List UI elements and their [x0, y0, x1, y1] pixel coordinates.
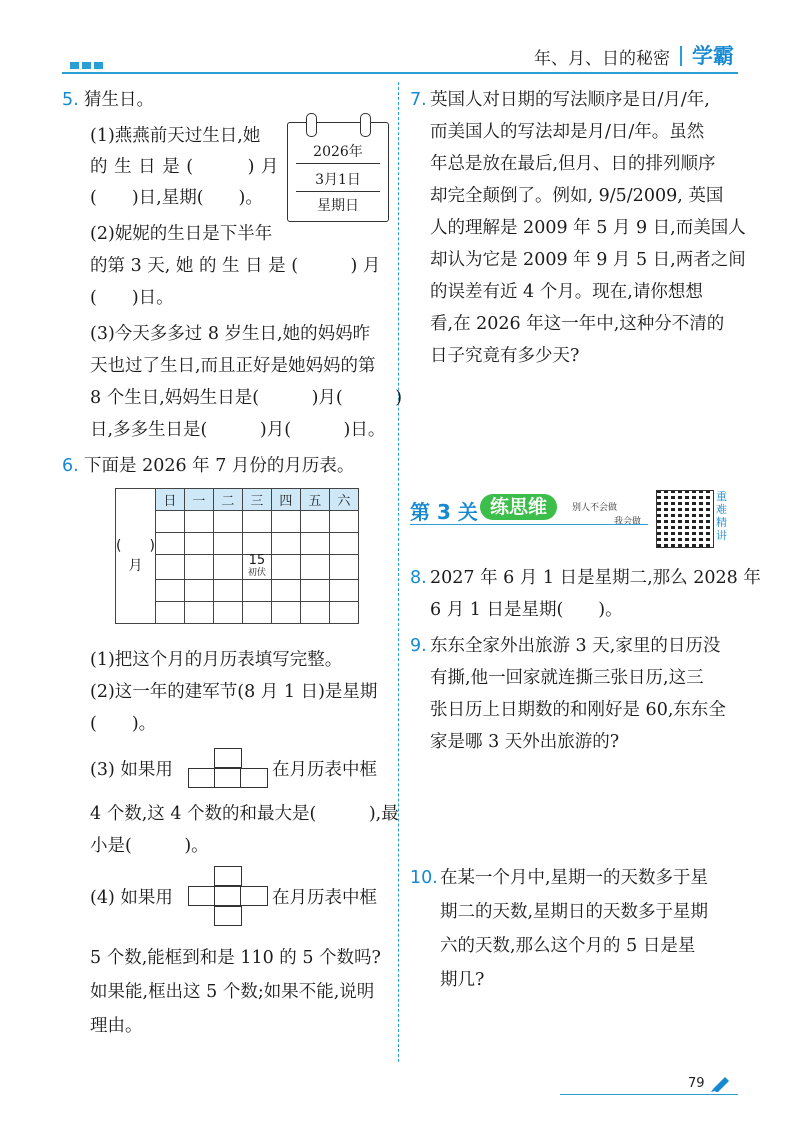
page-number: 79 — [688, 1076, 705, 1091]
q5-part1-line2: 的 生 日 是 ( ) 月 — [90, 157, 279, 177]
pencil-icon — [710, 1074, 732, 1092]
q7-line: 人的理解是 2009 年 5 月 9 日,而美国人 — [430, 218, 746, 238]
header-brand: 学霸 — [692, 44, 734, 68]
cell-subtext: 初伏 — [247, 568, 266, 578]
q7-line: 却完全颠倒了。例如, 9/5/2009, 英国 — [430, 186, 724, 206]
level-pill: 练思维 — [480, 494, 557, 520]
q7-line: 而美国人的写法却是月/日/年。虽然 — [430, 122, 705, 142]
q5-part1-line1: (1)燕燕前天过生日,她 — [90, 126, 261, 146]
q10-line: 期几? — [440, 970, 485, 990]
q9-line: 家是哪 3 天外出旅游的? — [430, 732, 620, 752]
level-label: 第 3 关 — [410, 500, 478, 524]
column-divider — [398, 82, 399, 1062]
q8-line: 6 月 1 日是星期( )。 — [430, 600, 623, 620]
qr-label: 重难精讲 — [716, 490, 727, 542]
q6-part4-line4: 理由。 — [90, 1016, 143, 1036]
q5-part2-line2: 的第 3 天, 她 的 生 日 是 ( ) 月 — [90, 256, 381, 276]
q6-title: 下面是 2026 年 7 月份的月历表。 — [84, 456, 355, 476]
banner-note-1: 别人不会做 — [572, 503, 618, 513]
q6-part3-prefix: (3) 如果用 — [90, 760, 173, 780]
q5-number: 5. — [62, 90, 79, 110]
weekday-header: 六 — [329, 489, 358, 511]
calendar-weekday: 星期日 — [317, 198, 359, 214]
weekday-header: 四 — [271, 489, 300, 511]
q5-part3-line4: 日,多多生日是( )月( )日。 — [90, 420, 386, 440]
q7-line: 的误差有近 4 个月。现在,请你想想 — [430, 282, 703, 302]
footer-rule — [560, 1094, 738, 1095]
q5-part1-line3: ( )日,星期( )。 — [90, 188, 263, 208]
q6-part4-line3: 如果能,框出这 5 个数;如果不能,说明 — [90, 982, 375, 1002]
q7-line: 日子究竟有多少天? — [430, 346, 580, 366]
q10-number: 10. — [410, 868, 438, 888]
q8-number: 8. — [410, 568, 427, 588]
q8-line: 2027 年 6 月 1 日是星期二,那么 2028 年 — [430, 568, 761, 588]
q6-part3-line3: 小是( )。 — [90, 836, 209, 856]
header-separator — [680, 46, 682, 66]
desk-calendar-illustration — [287, 122, 389, 222]
q10-line: 在某一个月中,星期一的天数多于星 — [440, 868, 709, 888]
weekday-header: 日 — [155, 489, 184, 511]
q6-part4-line2: 5 个数,能框到和是 110 的 5 个数吗? — [90, 948, 381, 968]
q5-part3-line1: (3)今天多多过 8 岁生日,她的妈妈昨 — [90, 324, 371, 344]
weekday-header: 二 — [213, 489, 242, 511]
banner-underline — [410, 524, 648, 525]
q6-part2-line2: ( )。 — [90, 714, 157, 734]
q9-line: 东东全家外出旅游 3 天,家里的日历没 — [430, 636, 721, 656]
calendar-year: 2026年 — [313, 144, 363, 160]
q6-part4-suffix: 在月历表中框 — [272, 888, 377, 908]
cross-shape-5-figure — [188, 866, 266, 928]
q7-line: 看,在 2026 年这一年中,这种分不清的 — [430, 314, 725, 334]
q9-number: 9. — [410, 636, 427, 656]
weekday-header: 五 — [300, 489, 329, 511]
month-label: 月 — [128, 558, 143, 574]
q5-part2-line1: (2)妮妮的生日是下半年 — [90, 224, 273, 244]
calendar-ring-icon — [360, 113, 371, 137]
q6-part2-line1: (2)这一年的建军节(8 月 1 日)是星期 — [90, 682, 378, 702]
month-side-cell — [116, 489, 156, 624]
calendar-cell-15 — [242, 555, 271, 580]
q5-title: 猜生日。 — [84, 90, 154, 110]
q5-part3-line2: 天也过了生日,而且正好是她妈妈的第 — [90, 356, 376, 376]
header-rule — [62, 72, 738, 74]
q9-line: 张日历上日期数的和刚好是 60,东东全 — [430, 700, 726, 720]
q7-line: 英国人对日期的写法顺序是日/月/年, — [430, 90, 710, 110]
q7-line: 年总是放在最后,但月、日的排列顺序 — [430, 154, 716, 174]
q6-part1: (1)把这个月的月历表填写完整。 — [90, 650, 343, 670]
q5-part2-line3: ( )日。 — [90, 288, 174, 308]
header-dots — [70, 54, 106, 73]
q6-part3-suffix: 在月历表中框 — [272, 760, 377, 780]
q5-part3-line3: 8 个生日,妈妈生日是( )月( ) — [90, 388, 403, 408]
weekday-header: 三 — [242, 489, 271, 511]
q10-line: 六的天数,那么这个月的 5 日是星 — [440, 936, 696, 956]
cell-day: 15 — [248, 553, 266, 568]
qr-code-icon — [656, 490, 714, 548]
q10-line: 期二的天数,星期日的天数多于星期 — [440, 902, 709, 922]
q7-number: 7. — [410, 90, 427, 110]
t-shape-4-figure — [188, 748, 266, 788]
month-calendar-table — [115, 488, 359, 624]
header-title: 年、月、日的秘密 — [534, 49, 670, 69]
calendar-ring-icon — [306, 113, 317, 137]
q9-line: 有撕,他一回家就连撕三张日历,这三 — [430, 668, 704, 688]
calendar-date: 3月1日 — [315, 172, 361, 188]
weekday-header: 一 — [184, 489, 213, 511]
banner-note-2: 我会做 — [614, 517, 642, 527]
month-blank: ( ) — [116, 538, 155, 554]
q6-number: 6. — [62, 456, 79, 476]
q6-part3-line2: 4 个数,这 4 个数的和最大是( ),最 — [90, 804, 399, 824]
q7-line: 却认为它是 2009 年 9 月 5 日,两者之间 — [430, 250, 746, 270]
q6-part4-prefix: (4) 如果用 — [90, 888, 173, 908]
